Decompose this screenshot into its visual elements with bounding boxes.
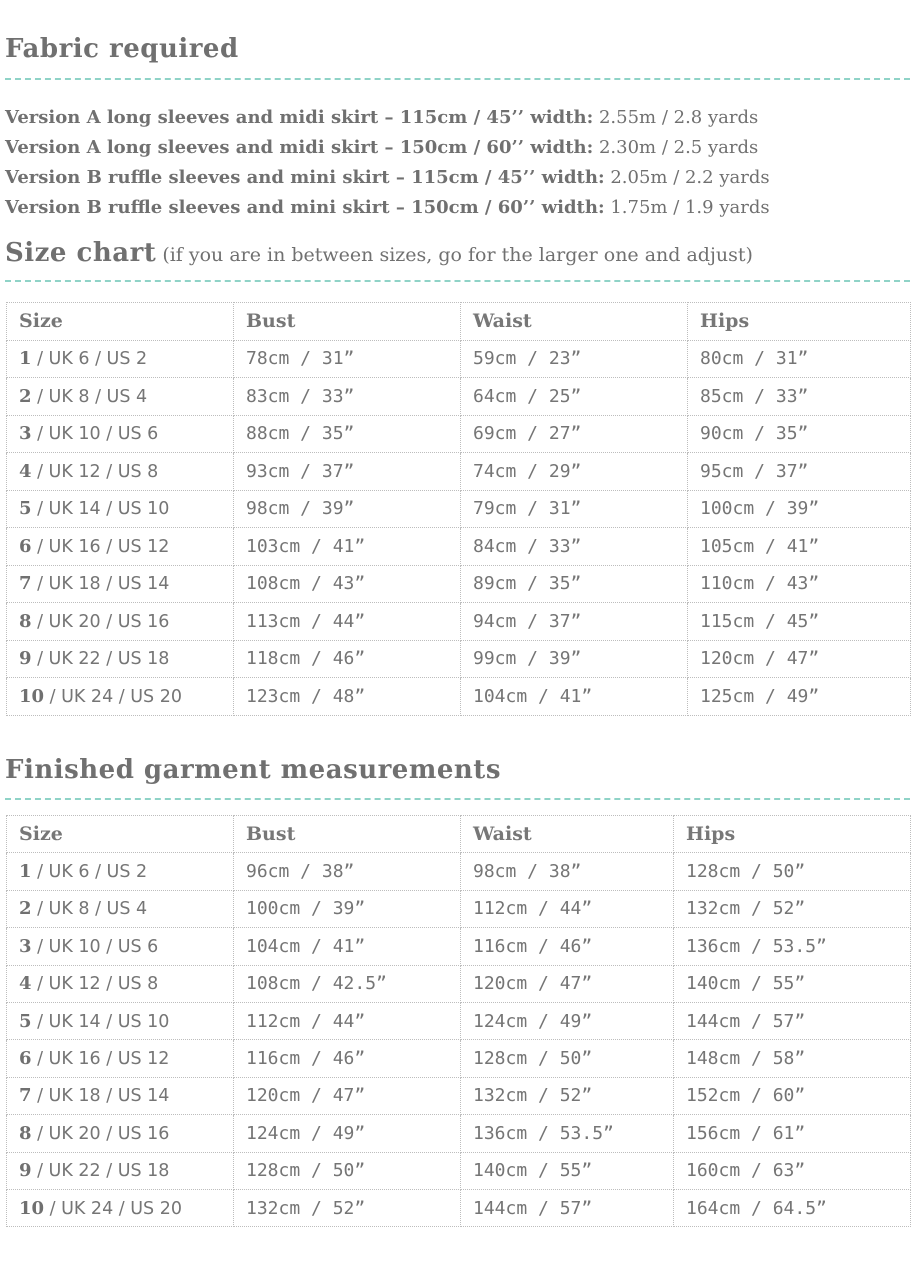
waist-cell: 84cm / 33”: [461, 528, 688, 566]
finished-body: [7, 853, 911, 1227]
size-uk-us: / UK 24 / US 20: [44, 1198, 182, 1219]
hips-cell: 160cm / 63”: [674, 1152, 911, 1189]
size-cell: [7, 1040, 234, 1077]
size-number: 9: [19, 1160, 32, 1182]
size-cell: [7, 890, 234, 927]
waist-cell: 104cm / 41”: [461, 678, 688, 716]
column-header-hips: Hips: [674, 816, 911, 853]
size-number: 1: [19, 348, 32, 370]
size-number: 8: [19, 1122, 32, 1144]
fabric-item-amount: 2.30m / 2.5 yards: [598, 137, 759, 158]
size-chart-note: (if you are in between sizes, go for the larger one and adjust): [162, 244, 753, 266]
size-cell: [7, 1189, 234, 1226]
waist-cell: 140cm / 55”: [461, 1152, 674, 1189]
bust-cell: 128cm / 50”: [234, 1152, 461, 1189]
hips-cell: 95cm / 37”: [688, 453, 911, 491]
size-chart-heading: [5, 238, 753, 268]
size-number: 7: [19, 573, 32, 595]
size-number: 6: [19, 535, 32, 557]
size-uk-us: / UK 22 / US 18: [31, 649, 170, 670]
bust-cell: 104cm / 41”: [234, 928, 461, 965]
hips-cell: 132cm / 52”: [674, 890, 911, 927]
fabric-item-amount: 2.05m / 2.2 yards: [610, 167, 770, 188]
size-cell: [7, 1002, 234, 1039]
fabric-item: [5, 193, 770, 223]
size-number: 9: [19, 648, 32, 670]
size-uk-us: / UK 10 / US 6: [31, 424, 159, 445]
column-header-bust: Bust: [234, 816, 461, 853]
table-row: [7, 678, 911, 716]
size-uk-us: / UK 18 / US 14: [31, 574, 170, 595]
size-cell: [7, 928, 234, 965]
table-row: [7, 453, 911, 491]
fabric-divider: [5, 78, 910, 80]
size-uk-us: / UK 8 / US 4: [31, 386, 148, 407]
waist-cell: 116cm / 46”: [461, 928, 674, 965]
size-cell: [7, 1152, 234, 1189]
waist-cell: 74cm / 29”: [461, 453, 688, 491]
table-row: [7, 853, 911, 890]
size-cell: [7, 678, 234, 716]
hips-cell: 120cm / 47”: [688, 640, 911, 678]
table-row: [7, 415, 911, 453]
size-number: 4: [19, 973, 32, 995]
hips-cell: 152cm / 60”: [674, 1077, 911, 1114]
fabric-item-label: Version B ruffle sleeves and mini skirt – 150cm / 60’’ width:: [5, 197, 605, 218]
bust-cell: 108cm / 42.5”: [234, 965, 461, 1002]
fabric-item-label: Version B ruffle sleeves and mini skirt – 115cm / 45’’ width:: [5, 167, 605, 188]
waist-cell: 69cm / 27”: [461, 415, 688, 453]
size-cell: [7, 565, 234, 603]
hips-cell: 80cm / 31”: [688, 340, 911, 378]
hips-cell: 100cm / 39”: [688, 490, 911, 528]
fabric-list: [5, 103, 770, 223]
size-cell: [7, 528, 234, 566]
hips-cell: 105cm / 41”: [688, 528, 911, 566]
size-uk-us: / UK 14 / US 10: [31, 1011, 170, 1032]
size-chart-table: [6, 302, 911, 716]
size-uk-us: / UK 6 / US 2: [31, 349, 148, 370]
size-cell: [7, 603, 234, 641]
fabric-item-label: Version A long sleeves and midi skirt – 150cm / 60’’ width:: [5, 137, 594, 158]
size-uk-us: / UK 16 / US 12: [31, 536, 170, 557]
waist-cell: 99cm / 39”: [461, 640, 688, 678]
size-uk-us: / UK 22 / US 18: [31, 1161, 170, 1182]
bust-cell: 108cm / 43”: [234, 565, 461, 603]
bust-cell: 96cm / 38”: [234, 853, 461, 890]
size-cell: [7, 1115, 234, 1152]
waist-cell: 136cm / 53.5”: [461, 1115, 674, 1152]
hips-cell: 90cm / 35”: [688, 415, 911, 453]
fabric-item-amount: 2.55m / 2.8 yards: [598, 107, 759, 128]
size-uk-us: / UK 24 / US 20: [44, 686, 182, 707]
size-number: 7: [19, 1085, 32, 1107]
bust-cell: 113cm / 44”: [234, 603, 461, 641]
table-row: [7, 1189, 911, 1226]
column-header-waist: Waist: [461, 816, 674, 853]
hips-cell: 140cm / 55”: [674, 965, 911, 1002]
size-chart-divider: [5, 280, 910, 282]
waist-cell: 64cm / 25”: [461, 378, 688, 416]
size-cell: [7, 415, 234, 453]
hips-cell: 148cm / 58”: [674, 1040, 911, 1077]
hips-cell: 85cm / 33”: [688, 378, 911, 416]
size-uk-us: / UK 20 / US 16: [31, 1123, 170, 1144]
table-row: [7, 928, 911, 965]
bust-cell: 123cm / 48”: [234, 678, 461, 716]
waist-cell: 132cm / 52”: [461, 1077, 674, 1114]
size-uk-us: / UK 12 / US 8: [31, 974, 159, 995]
waist-cell: 79cm / 31”: [461, 490, 688, 528]
column-header-size: Size: [7, 303, 234, 341]
table-header-row: [7, 816, 911, 853]
table-row: [7, 565, 911, 603]
hips-cell: 144cm / 57”: [674, 1002, 911, 1039]
size-uk-us: / UK 10 / US 6: [31, 936, 159, 957]
table-row: [7, 528, 911, 566]
table-row: [7, 340, 911, 378]
fabric-item-amount: 1.75m / 1.9 yards: [610, 197, 770, 218]
size-chart-body: [7, 340, 911, 715]
table-row: [7, 603, 911, 641]
waist-cell: 120cm / 47”: [461, 965, 674, 1002]
table-row: [7, 378, 911, 416]
finished-table: [6, 815, 911, 1227]
waist-cell: 124cm / 49”: [461, 1002, 674, 1039]
bust-cell: 100cm / 39”: [234, 890, 461, 927]
fabric-item: [5, 133, 770, 163]
size-uk-us: / UK 16 / US 12: [31, 1049, 170, 1070]
table-row: [7, 490, 911, 528]
size-number: 3: [19, 935, 32, 957]
hips-cell: 125cm / 49”: [688, 678, 911, 716]
size-number: 5: [19, 1010, 32, 1032]
size-number: 2: [19, 898, 32, 920]
bust-cell: 88cm / 35”: [234, 415, 461, 453]
hips-cell: 110cm / 43”: [688, 565, 911, 603]
bust-cell: 118cm / 46”: [234, 640, 461, 678]
size-cell: [7, 965, 234, 1002]
bust-cell: 98cm / 39”: [234, 490, 461, 528]
size-cell: [7, 640, 234, 678]
waist-cell: 128cm / 50”: [461, 1040, 674, 1077]
column-header-bust: Bust: [234, 303, 461, 341]
column-header-size: Size: [7, 816, 234, 853]
bust-cell: 132cm / 52”: [234, 1189, 461, 1226]
bust-cell: 112cm / 44”: [234, 1002, 461, 1039]
bust-cell: 83cm / 33”: [234, 378, 461, 416]
size-cell: [7, 853, 234, 890]
hips-cell: 156cm / 61”: [674, 1115, 911, 1152]
table-row: [7, 1002, 911, 1039]
size-cell: [7, 490, 234, 528]
size-uk-us: / UK 12 / US 8: [31, 461, 159, 482]
waist-cell: 59cm / 23”: [461, 340, 688, 378]
hips-cell: 115cm / 45”: [688, 603, 911, 641]
table-row: [7, 890, 911, 927]
size-number: 10: [19, 685, 45, 707]
waist-cell: 144cm / 57”: [461, 1189, 674, 1226]
size-cell: [7, 453, 234, 491]
hips-cell: 164cm / 64.5”: [674, 1189, 911, 1226]
bust-cell: 124cm / 49”: [234, 1115, 461, 1152]
finished-heading: Finished garment measurements: [5, 755, 501, 785]
fabric-item-label: Version A long sleeves and midi skirt – 115cm / 45’’ width:: [5, 107, 594, 128]
column-header-waist: Waist: [461, 303, 688, 341]
table-row: [7, 1152, 911, 1189]
size-chart-title: Size chart: [5, 238, 157, 268]
table-row: [7, 1077, 911, 1114]
bust-cell: 93cm / 37”: [234, 453, 461, 491]
table-row: [7, 1040, 911, 1077]
size-uk-us: / UK 8 / US 4: [31, 899, 148, 920]
column-header-hips: Hips: [688, 303, 911, 341]
size-cell: [7, 340, 234, 378]
size-cell: [7, 378, 234, 416]
bust-cell: 103cm / 41”: [234, 528, 461, 566]
table-row: [7, 640, 911, 678]
size-number: 2: [19, 385, 32, 407]
size-number: 3: [19, 423, 32, 445]
size-uk-us: / UK 6 / US 2: [31, 862, 148, 883]
fabric-item: [5, 163, 770, 193]
size-number: 10: [19, 1197, 45, 1219]
fabric-heading: Fabric required: [5, 34, 239, 64]
table-row: [7, 965, 911, 1002]
hips-cell: 136cm / 53.5”: [674, 928, 911, 965]
size-number: 1: [19, 861, 32, 883]
fabric-item: [5, 103, 770, 133]
size-number: 8: [19, 610, 32, 632]
size-uk-us: / UK 20 / US 16: [31, 611, 170, 632]
waist-cell: 89cm / 35”: [461, 565, 688, 603]
size-cell: [7, 1077, 234, 1114]
bust-cell: 120cm / 47”: [234, 1077, 461, 1114]
waist-cell: 112cm / 44”: [461, 890, 674, 927]
table-row: [7, 1115, 911, 1152]
finished-divider: [5, 798, 910, 800]
size-uk-us: / UK 18 / US 14: [31, 1086, 170, 1107]
size-uk-us: / UK 14 / US 10: [31, 499, 170, 520]
bust-cell: 116cm / 46”: [234, 1040, 461, 1077]
hips-cell: 128cm / 50”: [674, 853, 911, 890]
table-header-row: [7, 303, 911, 341]
bust-cell: 78cm / 31”: [234, 340, 461, 378]
waist-cell: 98cm / 38”: [461, 853, 674, 890]
size-number: 4: [19, 460, 32, 482]
size-number: 5: [19, 498, 32, 520]
waist-cell: 94cm / 37”: [461, 603, 688, 641]
size-number: 6: [19, 1048, 32, 1070]
